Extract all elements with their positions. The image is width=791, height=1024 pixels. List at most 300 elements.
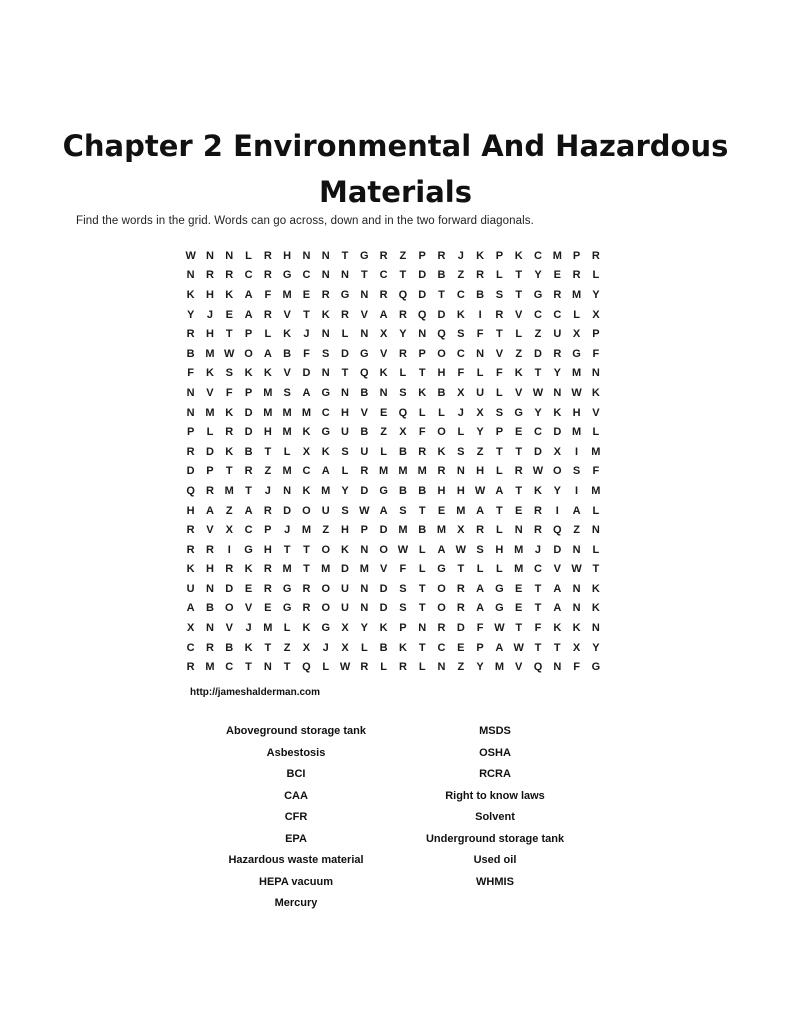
grid-cell: N	[360, 288, 369, 301]
grid-cell: R	[263, 582, 272, 595]
grid-cell: C	[244, 524, 253, 537]
grid-cell: X	[476, 406, 484, 419]
grid-cell: L	[341, 465, 349, 478]
grid-cell: R	[553, 288, 562, 301]
grid-cell: N	[591, 622, 600, 635]
grid-cell: R	[244, 465, 253, 478]
grid-cell: U	[553, 328, 562, 341]
grid-cell: K	[321, 308, 330, 321]
grid-cell: W	[494, 622, 505, 635]
grid-cell: Q	[398, 288, 408, 301]
grid-cell: L	[496, 269, 503, 282]
grid-cell: F	[476, 622, 484, 635]
grid-cell: Z	[457, 661, 465, 674]
grid-cell: M	[398, 524, 408, 537]
grid-cell: T	[553, 641, 561, 654]
grid-cell: T	[341, 249, 349, 262]
grid-cell: L	[380, 661, 387, 674]
word-list-item: HEPA vacuum	[259, 875, 333, 888]
grid-cell: Z	[322, 524, 330, 537]
instructions-text: Find the words in the grid. Words can go across, down and in the two forward diagonals.	[76, 214, 534, 227]
grid-cell: C	[553, 308, 562, 321]
grid-cell: Z	[283, 641, 291, 654]
grid-cell: L	[322, 661, 330, 674]
grid-cell: A	[495, 641, 504, 654]
grid-cell: G	[282, 582, 292, 595]
grid-cell: L	[418, 543, 426, 556]
grid-cell: B	[360, 386, 369, 399]
grid-cell: L	[245, 249, 252, 262]
grid-cell: L	[341, 328, 349, 341]
grid-cell: C	[321, 406, 330, 419]
grid-cell: D	[534, 347, 542, 360]
grid-cell: S	[399, 386, 407, 399]
grid-cell: D	[553, 543, 562, 556]
grid-cell: D	[244, 406, 253, 419]
grid-cell: R	[476, 524, 485, 537]
grid-cell: S	[283, 386, 291, 399]
grid-cell: N	[205, 582, 214, 595]
grid-cell: R	[398, 308, 407, 321]
grid-cell: N	[341, 269, 349, 282]
word-list-item: Right to know laws	[445, 789, 545, 802]
grid-cell: V	[206, 386, 214, 399]
grid-cell: N	[186, 386, 195, 399]
grid-cell: Y	[553, 484, 561, 497]
grid-cell: W	[474, 484, 486, 497]
grid-cell: T	[515, 484, 523, 497]
grid-cell: X	[457, 386, 465, 399]
word-list-item: CFR	[284, 811, 308, 823]
grid-row	[181, 305, 606, 325]
grid-cell: D	[360, 484, 369, 497]
grid-cell: X	[186, 622, 195, 635]
grid-cell: Y	[476, 661, 484, 674]
grid-cell: R	[572, 269, 581, 282]
grid-cell: D	[534, 445, 542, 458]
grid-cell: N	[456, 465, 465, 478]
grid-cell: S	[457, 445, 465, 458]
grid-cell: O	[437, 602, 446, 615]
grid-cell: P	[399, 622, 407, 635]
grid-cell: W	[513, 641, 524, 654]
grid-cell: L	[496, 563, 503, 576]
grid-cell: R	[321, 288, 330, 301]
grid-cell: X	[572, 641, 581, 654]
grid-cell: G	[533, 288, 543, 301]
grid-cell: M	[572, 288, 582, 301]
grid-cell: N	[572, 582, 581, 595]
grid-cell: C	[437, 641, 446, 654]
grid-cell: I	[555, 504, 559, 517]
grid-cell: E	[515, 426, 523, 439]
grid-row	[181, 442, 606, 462]
grid-cell: V	[553, 563, 561, 576]
grid-cell: N	[514, 524, 523, 537]
grid-cell: N	[591, 524, 600, 537]
grid-cell: J	[457, 406, 464, 419]
grid-cell: M	[224, 484, 234, 497]
grid-cell: Q	[553, 524, 562, 537]
grid-cell: N	[321, 269, 330, 282]
grid-row	[181, 540, 606, 560]
grid-cell: T	[457, 563, 465, 576]
grid-cell: T	[245, 484, 252, 497]
grid-row	[181, 403, 606, 423]
grid-cell: K	[553, 622, 562, 635]
grid-cell: E	[264, 602, 272, 615]
grid-cell: G	[340, 288, 350, 301]
grid-cell: V	[379, 347, 388, 360]
grid-cell: K	[591, 582, 600, 595]
grid-cell: E	[515, 582, 523, 595]
grid-cell: W	[224, 347, 235, 360]
grid-cell: F	[264, 288, 272, 301]
page-title-line1: Chapter 2 Environmental And Hazardous	[62, 129, 729, 164]
grid-cell: T	[418, 641, 426, 654]
grid-cell: O	[379, 543, 388, 556]
grid-cell: L	[573, 308, 580, 321]
grid-cell: L	[380, 445, 387, 458]
grid-cell: N	[476, 347, 485, 360]
word-list-right-column	[355, 721, 635, 893]
grid-cell: K	[205, 367, 214, 380]
grid-cell: C	[186, 641, 195, 654]
grid-cell: T	[418, 504, 426, 517]
grid-cell: H	[437, 484, 446, 497]
grid-cell: V	[360, 308, 368, 321]
grid-row	[181, 462, 606, 482]
grid-cell: R	[205, 641, 214, 654]
grid-row	[181, 266, 606, 286]
grid-cell: F	[457, 367, 465, 380]
grid-cell: P	[418, 249, 426, 262]
grid-cell: K	[225, 406, 234, 419]
grid-cell: K	[379, 367, 388, 380]
grid-cell: D	[418, 269, 427, 282]
grid-cell: L	[496, 524, 503, 537]
grid-cell: K	[186, 563, 195, 576]
grid-cell: G	[495, 582, 504, 595]
grid-cell: R	[341, 308, 349, 321]
grid-cell: M	[205, 661, 215, 674]
grid-cell: N	[205, 249, 214, 262]
grid-cell: F	[399, 563, 407, 576]
grid-cell: X	[302, 641, 311, 654]
grid-cell: O	[553, 465, 562, 478]
grid-cell: D	[283, 504, 292, 517]
grid-cell: C	[244, 269, 253, 282]
grid-cell: N	[553, 661, 562, 674]
grid-cell: R	[418, 445, 427, 458]
grid-cell: D	[553, 426, 562, 439]
grid-cell: Y	[553, 367, 561, 380]
grid-cell: S	[341, 445, 349, 458]
grid-cell: B	[398, 484, 407, 497]
grid-cell: H	[205, 328, 214, 341]
grid-cell: U	[476, 386, 485, 399]
grid-cell: T	[496, 445, 503, 458]
grid-cell: G	[282, 269, 292, 282]
word-list-item: EPA	[285, 832, 307, 845]
grid-cell: L	[496, 465, 503, 478]
grid-cell: P	[572, 249, 581, 262]
grid-cell: A	[476, 504, 485, 517]
grid-cell: D	[186, 465, 195, 478]
grid-cell: A	[553, 582, 562, 595]
grid-cell: R	[205, 269, 214, 282]
grid-cell: V	[244, 602, 253, 615]
grid-cell: L	[592, 426, 600, 439]
grid-cell: V	[515, 308, 523, 321]
grid-cell: E	[302, 288, 311, 301]
grid-cell: S	[399, 582, 407, 595]
word-list-item: WHMIS	[476, 875, 514, 888]
grid-cell: O	[224, 602, 234, 615]
grid-cell: J	[534, 543, 542, 556]
grid-cell: K	[591, 602, 600, 615]
grid-cell: Q	[360, 367, 369, 380]
grid-cell: Q	[533, 661, 543, 674]
grid-cell: L	[399, 367, 407, 380]
grid-cell: V	[592, 406, 600, 419]
grid-cell: Y	[534, 406, 542, 419]
grid-cell: P	[264, 524, 272, 537]
grid-row	[181, 383, 606, 403]
grid-cell: M	[572, 426, 582, 439]
word-list-item: RCRA	[479, 768, 511, 780]
grid-cell: R	[186, 445, 195, 458]
grid-cell: H	[186, 504, 195, 517]
grid-cell: X	[341, 622, 349, 635]
grid-cell: M	[591, 445, 601, 458]
grid-cell: M	[591, 484, 601, 497]
grid-cell: K	[263, 367, 272, 380]
grid-cell: F	[496, 367, 503, 380]
grid-cell: O	[437, 426, 446, 439]
grid-cell: D	[341, 563, 349, 576]
grid-cell: K	[244, 367, 253, 380]
word-list-item: Mercury	[274, 897, 318, 909]
grid-cell: B	[418, 484, 427, 497]
grid-cell: A	[244, 288, 253, 301]
grid-cell: G	[321, 622, 330, 635]
grid-cell: Z	[264, 465, 272, 478]
grid-cell: H	[205, 563, 214, 576]
grid-cell: W	[532, 465, 544, 478]
grid-cell: F	[592, 347, 600, 360]
grid-cell: M	[552, 249, 562, 262]
grid-cell: C	[534, 563, 542, 576]
grid-cell: C	[456, 347, 465, 360]
grid-cell: M	[321, 484, 331, 497]
grid-cell: B	[225, 641, 234, 654]
grid-cell: V	[379, 563, 388, 576]
grid-cell: S	[572, 465, 581, 478]
grid-cell: T	[360, 269, 368, 282]
grid-cell: H	[341, 406, 349, 419]
grid-cell: A	[244, 504, 253, 517]
grid-cell: B	[437, 269, 446, 282]
grid-cell: X	[399, 426, 407, 439]
grid-cell: N	[186, 269, 195, 282]
grid-cell: E	[515, 504, 523, 517]
grid-row	[181, 324, 606, 344]
grid-cell: T	[534, 602, 542, 615]
grid-cell: R	[263, 308, 272, 321]
grid-cell: N	[360, 328, 369, 341]
grid-cell: K	[553, 406, 562, 419]
grid-cell: W	[571, 386, 582, 399]
grid-cell: T	[341, 367, 349, 380]
grid-cell: M	[417, 465, 427, 478]
word-list-item: MSDS	[479, 725, 511, 737]
grid-cell: T	[225, 328, 233, 341]
grid-cell: C	[302, 465, 311, 478]
grid-cell: R	[398, 347, 407, 360]
grid-cell: H	[283, 249, 292, 262]
grid-cell: B	[437, 386, 446, 399]
grid-cell: D	[456, 622, 465, 635]
grid-cell: K	[514, 249, 523, 262]
grid-cell: Z	[515, 347, 523, 360]
grid-cell: D	[418, 288, 427, 301]
grid-cell: Y	[186, 308, 195, 321]
grid-cell: J	[245, 622, 252, 635]
grid-cell: L	[283, 445, 291, 458]
grid-cell: L	[476, 563, 484, 576]
grid-cell: X	[592, 308, 600, 321]
grid-cell: G	[379, 484, 388, 497]
word-list-item: Asbestosis	[266, 746, 326, 759]
grid-row	[181, 579, 606, 599]
grid-cell: P	[244, 386, 253, 399]
grid-cell: C	[534, 308, 542, 321]
grid-cell: R	[225, 426, 234, 439]
grid-row	[181, 285, 606, 305]
grid-row	[181, 638, 606, 658]
grid-cell: B	[360, 426, 369, 439]
grid-cell: N	[379, 386, 388, 399]
grid-cell: M	[282, 426, 292, 439]
grid-cell: R	[263, 504, 272, 517]
grid-cell: M	[205, 406, 215, 419]
grid-cell: N	[205, 622, 214, 635]
grid-cell: K	[244, 563, 253, 576]
grid-cell: C	[534, 426, 542, 439]
grid-row	[181, 481, 606, 501]
grid-cell: D	[379, 524, 388, 537]
grid-cell: O	[244, 347, 253, 360]
grid-cell: K	[186, 288, 195, 301]
grid-cell: M	[436, 524, 447, 537]
grid-cell: R	[302, 582, 311, 595]
grid-cell: R	[437, 465, 446, 478]
grid-cell: M	[263, 406, 273, 419]
grid-cell: R	[186, 524, 195, 537]
grid-cell: P	[495, 249, 504, 262]
grid-cell: T	[438, 288, 445, 301]
grid-cell: M	[321, 563, 331, 576]
grid-cell: I	[478, 308, 482, 321]
grid-cell: M	[282, 406, 292, 419]
grid-cell: J	[284, 524, 291, 537]
grid-cell: T	[515, 622, 523, 635]
grid-cell: A	[476, 602, 485, 615]
grid-cell: U	[321, 504, 330, 517]
grid-cell: D	[379, 582, 388, 595]
grid-cell: Q	[437, 328, 446, 341]
grid-cell: T	[245, 661, 252, 674]
grid-cell: N	[418, 328, 427, 341]
grid-cell: J	[457, 249, 464, 262]
grid-cell: K	[534, 484, 542, 497]
grid-cell: C	[456, 288, 465, 301]
grid-cell: L	[496, 386, 503, 399]
grid-cell: D	[205, 445, 214, 458]
grid-cell: T	[283, 543, 291, 556]
grid-cell: K	[591, 386, 600, 399]
grid-cell: G	[514, 406, 523, 419]
grid-cell: H	[572, 406, 581, 419]
grid-cell: V	[515, 386, 523, 399]
grid-cell: K	[225, 288, 234, 301]
grid-cell: W	[397, 543, 409, 556]
grid-row	[181, 520, 606, 540]
grid-cell: M	[301, 406, 312, 419]
grid-cell: R	[495, 308, 504, 321]
grid-cell: R	[360, 661, 369, 674]
grid-cell: N	[225, 249, 234, 262]
grid-cell: I	[575, 445, 579, 458]
grid-cell: N	[302, 249, 311, 262]
grid-cell: A	[321, 465, 330, 478]
grid-cell: K	[476, 249, 485, 262]
grid-cell: U	[341, 582, 349, 595]
grid-cell: W	[359, 504, 370, 517]
grid-cell: H	[263, 543, 272, 556]
grid-cell: O	[321, 582, 330, 595]
grid-cell: T	[225, 465, 233, 478]
grid-cell: F	[592, 465, 600, 478]
grid-cell: T	[534, 367, 542, 380]
grid-row	[181, 246, 606, 266]
grid-cell: F	[225, 386, 233, 399]
grid-cell: T	[418, 602, 426, 615]
grid-cell: P	[244, 328, 253, 341]
grid-cell: U	[360, 445, 369, 458]
grid-cell: P	[495, 426, 504, 439]
grid-cell: T	[264, 641, 272, 654]
grid-cell: R	[205, 484, 214, 497]
grid-cell: W	[339, 661, 351, 674]
grid-cell: L	[592, 543, 600, 556]
grid-cell: S	[457, 328, 465, 341]
grid-cell: R	[456, 582, 465, 595]
grid-cell: D	[225, 582, 234, 595]
grid-cell: R	[186, 543, 195, 556]
grid-cell: R	[514, 465, 523, 478]
grid-cell: G	[360, 249, 369, 262]
grid-cell: G	[321, 426, 330, 439]
grid-cell: J	[264, 484, 271, 497]
grid-cell: R	[263, 563, 272, 576]
word-list-item: Used oil	[473, 854, 517, 866]
grid-cell: Y	[476, 426, 484, 439]
grid-cell: N	[360, 602, 369, 615]
grid-cell: W	[455, 543, 466, 556]
grid-cell: J	[322, 641, 329, 654]
